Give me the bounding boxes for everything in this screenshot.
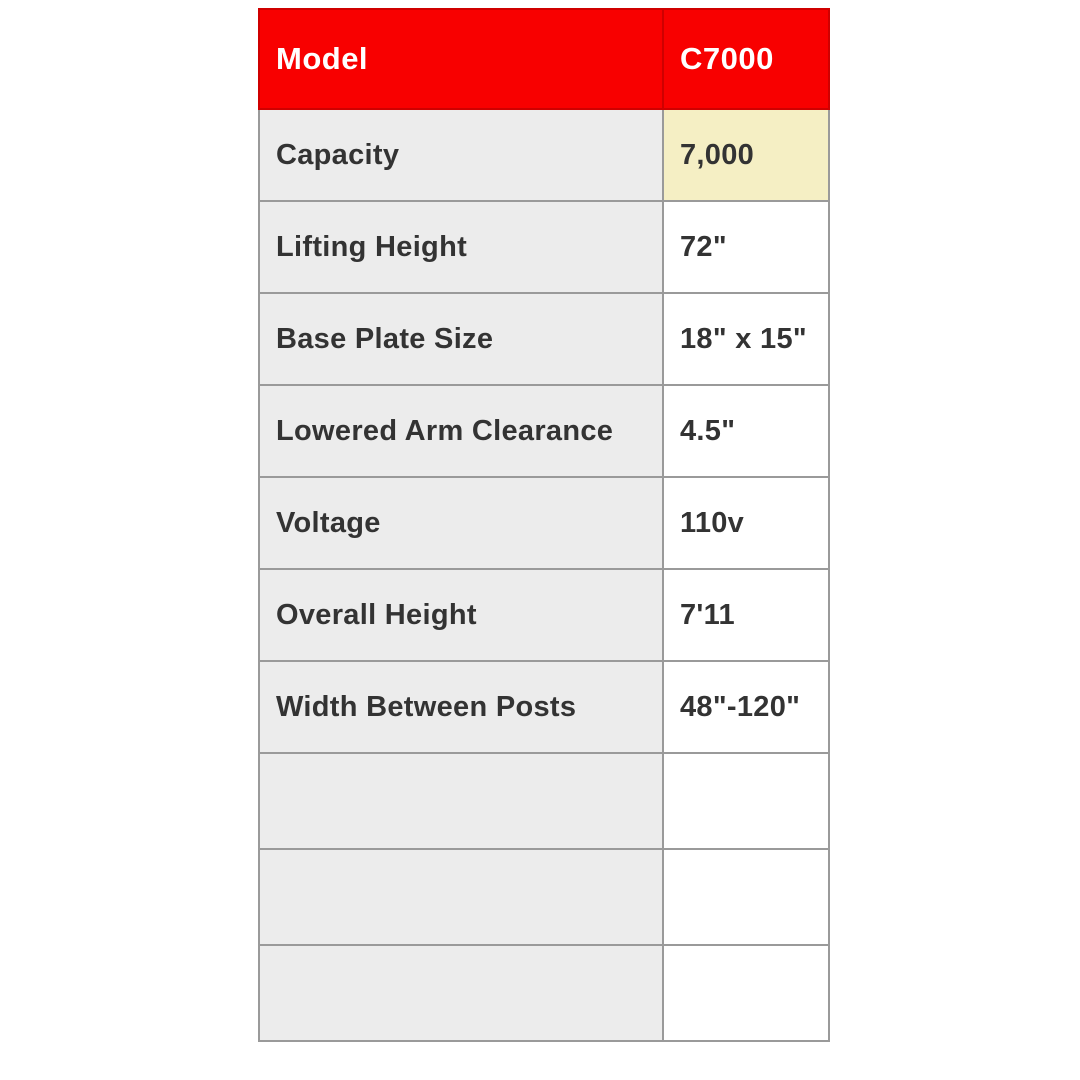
cell-text: Width Between Posts <box>276 690 577 723</box>
row-value-voltage <box>663 477 829 569</box>
cell-text: Lifting Height <box>276 230 468 263</box>
table-row <box>259 109 829 201</box>
row-label-voltage <box>259 477 663 569</box>
header-cell-model: Model <box>259 9 663 109</box>
table-row <box>259 661 829 753</box>
cell-text: Base Plate Size <box>276 322 494 355</box>
cell-text: Voltage <box>276 506 381 539</box>
table-row <box>259 569 829 661</box>
row-label-width-between-posts <box>259 661 663 753</box>
cell-text: 7'11 <box>680 598 735 631</box>
cell-text: Overall Height <box>276 598 477 631</box>
row-value-base-plate-size <box>663 293 829 385</box>
table-header <box>259 9 829 109</box>
row-label-lowered-arm-clearance <box>259 385 663 477</box>
row-value-empty-2 <box>663 849 829 945</box>
row-label-lifting-height <box>259 201 663 293</box>
row-value-empty-3 <box>663 945 829 1041</box>
row-label-empty-2 <box>259 849 663 945</box>
table-row <box>259 945 829 1041</box>
cell-text: 72" <box>680 230 727 263</box>
table-row <box>259 385 829 477</box>
row-value-lowered-arm-clearance <box>663 385 829 477</box>
cell-text: 110v <box>680 506 745 539</box>
row-value-lifting-height <box>663 201 829 293</box>
table-row <box>259 753 829 849</box>
cell-text: Lowered Arm Clearance <box>276 414 614 447</box>
header-cell-c7000: C7000 <box>663 9 829 109</box>
row-label-base-plate-size <box>259 293 663 385</box>
table-row <box>259 849 829 945</box>
row-value-empty-1 <box>663 753 829 849</box>
row-value-width-between-posts <box>663 661 829 753</box>
row-value-overall-height <box>663 569 829 661</box>
cell-text: Capacity <box>276 138 400 171</box>
cell-text: 48"-120" <box>680 690 801 723</box>
header-row <box>259 9 829 109</box>
row-label-overall-height <box>259 569 663 661</box>
cell-text: 4.5" <box>680 414 736 447</box>
table-row <box>259 293 829 385</box>
table-body <box>259 109 829 1041</box>
cell-text: 7,000 <box>680 138 755 171</box>
row-label-capacity <box>259 109 663 201</box>
row-value-capacity <box>663 109 829 201</box>
table-row <box>259 477 829 569</box>
specifications-table <box>258 8 830 1042</box>
row-label-empty-3 <box>259 945 663 1041</box>
table-row <box>259 201 829 293</box>
cell-text: 18" x 15" <box>680 322 807 355</box>
row-label-empty-1 <box>259 753 663 849</box>
